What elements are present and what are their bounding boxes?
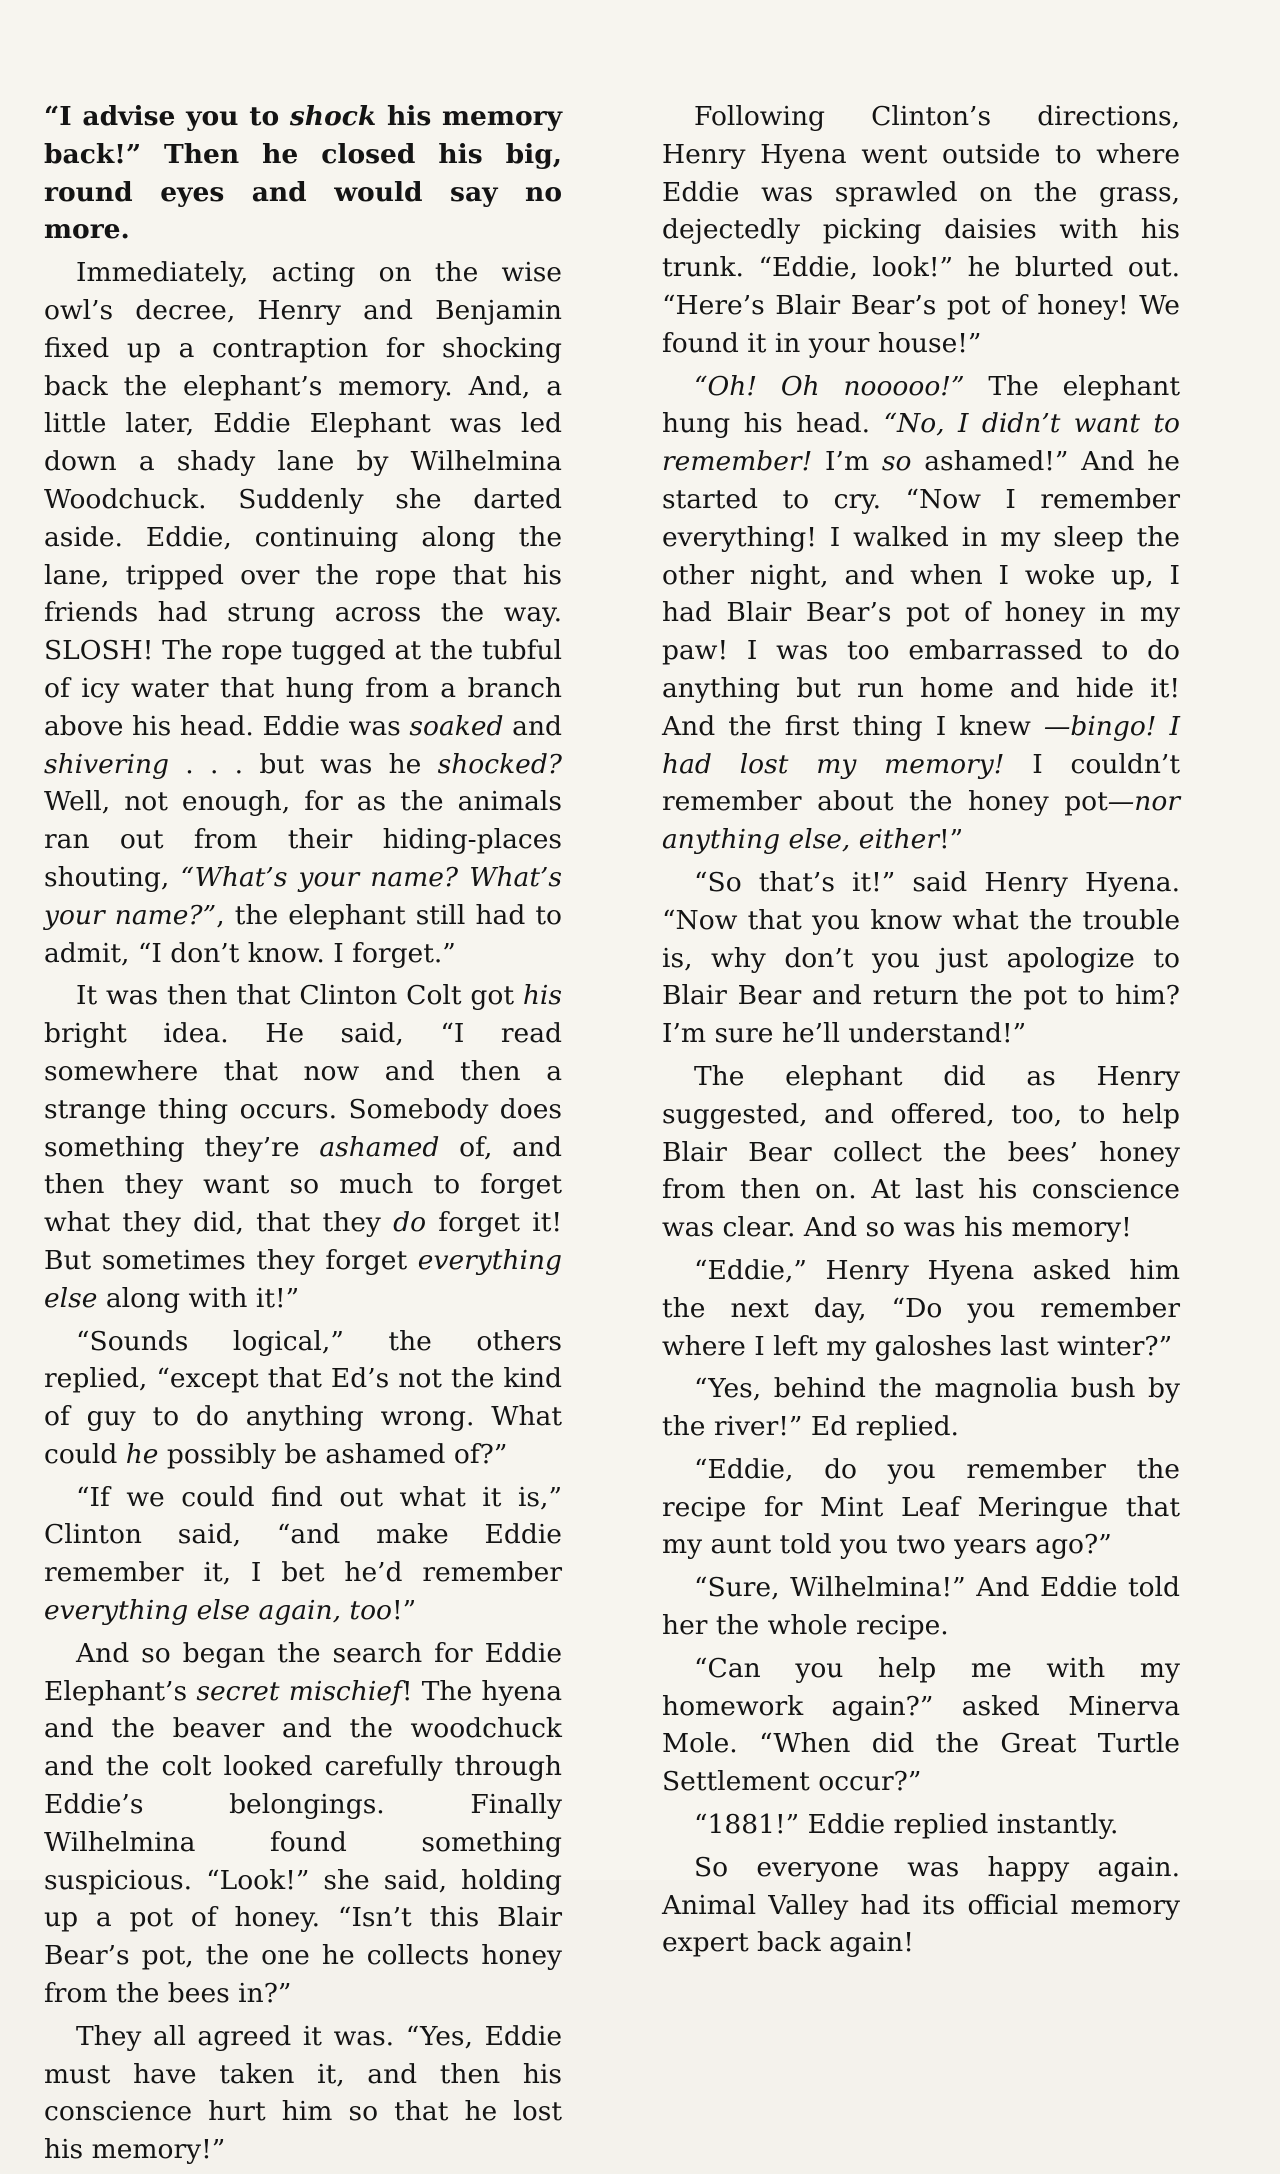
- paragraph: “Eddie, do you remember the recipe for Mint Leaf Meringue that my aunt told you two years ago?”: [662, 1453, 1180, 1561]
- right-text-column: [662, 98, 1180, 1967]
- paragraph: “If we could find out what it is,” Clinton said, “and make Eddie remember it, I bet he’d remember everything else again, too!”: [44, 1481, 562, 1627]
- paragraph: They all agreed it was. “Yes, Eddie must have taken it, and then his conscience hurt him so that he lost his memory!”: [44, 2020, 562, 2166]
- paragraph: “Can you help me with my homework again?” asked Minerva Mole. “When did the Great Turtle Settlement occur?”: [662, 1652, 1180, 1798]
- left-text-column: [44, 98, 562, 2174]
- paragraph: Immediately, acting on the wise owl’s decree, Henry and Benjamin fixed up a contraption for shocking back the elephant’s memory. And, a little later, Eddie Elephant was led down a shady lane by Wilhelmina Woodchuck. Suddenly she darted aside. Eddie, continuing along the lane, tripped over the rope that his friends had strung across the way. SLOSH! The rope tugged at the tubful of icy water that hung from a branch above his head. Eddie was soaked and shivering . . . but was he shocked? Well, not enough, for as the animals ran out from their hiding-places shouting, “What’s your name? What’s your name?”, the elephant still had to admit, “I don’t know. I forget.”: [44, 257, 562, 969]
- paragraph: “Yes, behind the magnolia bush by the river!” Ed replied.: [662, 1373, 1180, 1443]
- paragraph: “Eddie,” Henry Hyena asked him the next day, “Do you remember where I left my galoshes last winter?”: [662, 1254, 1180, 1362]
- paragraph: “Sounds logical,” the others replied, “except that Ed’s not the kind of guy to do anything wrong. What could he possibly be ashamed of?”: [44, 1325, 562, 1470]
- paragraph: The elephant did as Henry suggested, and offered, too, to help Blair Bear collect the bees’ honey from then on. At last his conscience was clear. And so was his memory!: [662, 1060, 1180, 1244]
- paragraph: “Oh! Oh nooooo!” The elephant hung his head. “No, I didn’t want to remember! I’m so ashamed!” And he started to cry. “Now I remember everything! I walked in my sleep the other night, and when I woke up, I had Blair Bear’s pot of honey in my paw! I was too embarrassed to do anything but run home and hide it! And the first thing I knew —bingo! I had lost my memory! I couldn’t remember about the honey pot—nor anything else, either!”: [662, 370, 1181, 856]
- paragraph: And so began the search for Eddie Elephant’s secret mischief! The hyena and the beaver and the woodchuck and the colt looked carefully through Eddie’s belongings. Finally Wilhelmina found something suspicious. “Look!” she said, holding up a pot of honey. “Isn’t this Blair Bear’s pot, the one he collects honey from the bees in?”: [44, 1637, 563, 2010]
- paragraph: So everyone was happy again. Animal Valley had its official memory expert back again!: [662, 1851, 1180, 1959]
- paragraph: It was then that Clinton Colt got his bright idea. He said, “I read somewhere that now and then a strange thing occurs. Somebody does something they’re ashamed of, and then they want so much to forget what they did, that they do forget it! But sometimes they forget everything else along with it!”: [44, 980, 563, 1314]
- paragraph: “1881!” Eddie replied instantly.: [694, 1809, 1119, 1841]
- paragraph: “I advise you to shock his memory back!” Then he closed his big, round eyes and would say no more.: [44, 101, 562, 246]
- paragraph: “Sure, Wilhelmina!” And Eddie told her the whole recipe.: [662, 1572, 1180, 1642]
- paragraph: Following Clinton’s directions, Henry Hyena went outside to where Eddie was sprawled on the grass, dejectedly picking daisies with his trunk. “Eddie, look!” he blurted out. “Here’s Blair Bear’s pot of honey! We found it in your house!”: [662, 101, 1180, 359]
- paragraph: “So that’s it!” said Henry Hyena. “Now that you know what the trouble is, why don’t you just apologize to Blair Bear and return the pot to him? I’m sure he’ll understand!”: [662, 866, 1180, 1050]
